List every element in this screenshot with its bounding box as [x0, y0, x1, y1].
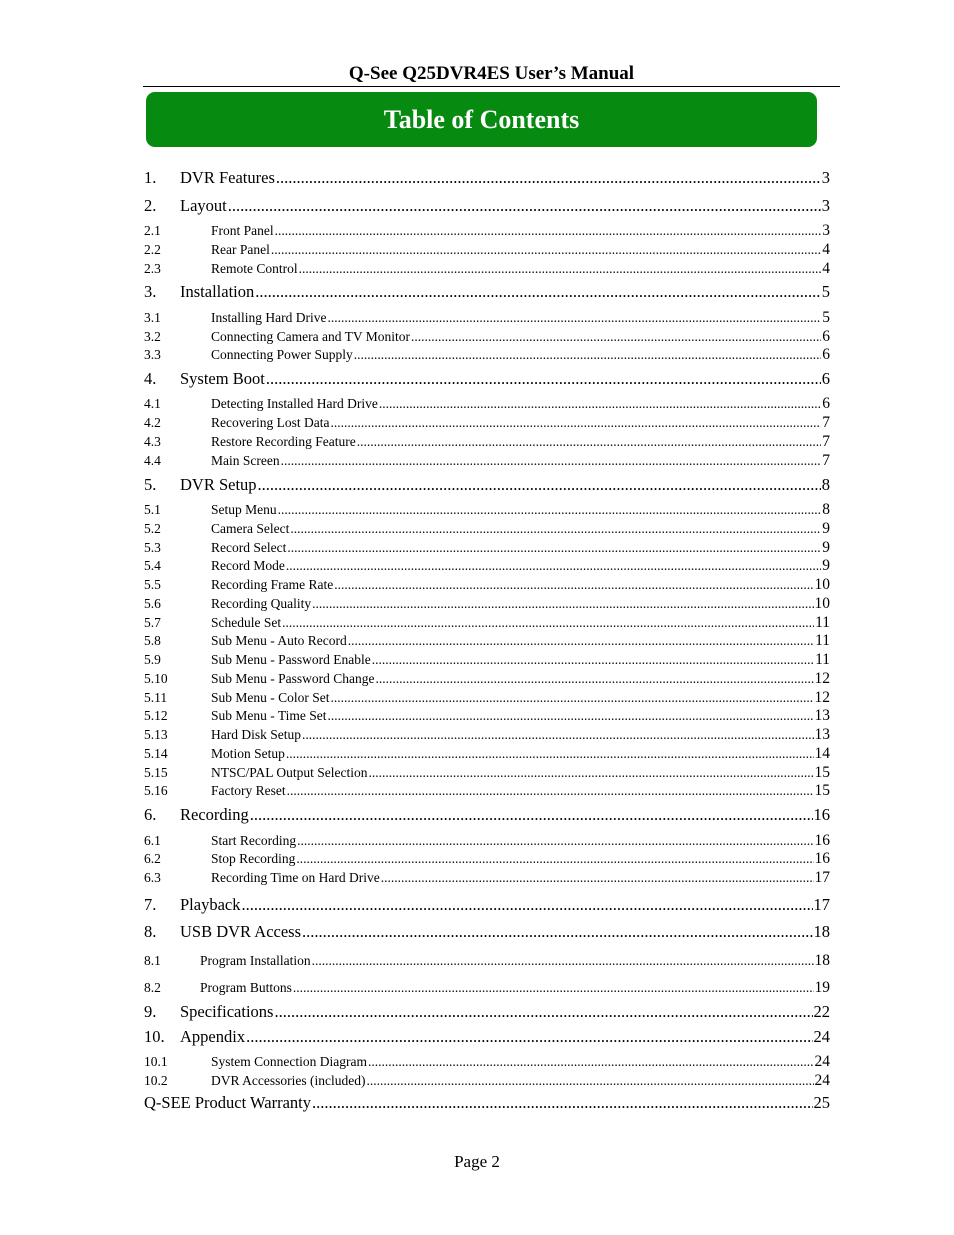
toc-entry[interactable] [144, 869, 830, 887]
toc-entry[interactable] [144, 896, 830, 915]
toc-leader-dots [299, 261, 822, 277]
toc-entry[interactable] [144, 850, 830, 868]
running-header: Q-See Q25DVR4ES User’s Manual [143, 62, 840, 87]
toc-entry-number: 5.9 [144, 652, 161, 667]
toc-entry-number: 4.2 [144, 415, 161, 430]
toc-entry-page: 10 [814, 595, 830, 612]
toc-entry-number: 6.2 [144, 851, 161, 866]
toc-leader-dots [302, 923, 812, 942]
toc-entry-number: 3.2 [144, 329, 161, 344]
toc-entry[interactable] [144, 260, 830, 278]
toc-leader-dots [357, 434, 822, 450]
toc-entry[interactable] [144, 576, 830, 594]
toc-leader-dots [276, 169, 821, 188]
toc-entry[interactable] [144, 764, 830, 782]
toc-entry-page: 14 [814, 745, 830, 762]
toc-entry-title: Main Screen [211, 453, 280, 468]
toc-entry-page: 18 [814, 952, 830, 969]
toc-entry[interactable] [144, 346, 830, 364]
toc-entry-title: Playback [180, 896, 241, 914]
toc-entry-title: Stop Recording [211, 851, 296, 866]
toc-entry-title: Program Buttons [200, 980, 292, 995]
toc-entry-number: 8.2 [144, 980, 161, 995]
toc-entry-title: Record Select [211, 540, 287, 555]
toc-entry-title: Factory Reset [211, 783, 286, 798]
toc-entry-number: 1. [144, 169, 157, 187]
toc-entry-number: 3.1 [144, 310, 161, 325]
toc-entry[interactable] [144, 832, 830, 850]
toc-entry-page: 9 [822, 539, 830, 556]
toc-entry-title: System Boot [180, 370, 265, 388]
toc-entry[interactable] [144, 539, 830, 557]
toc-entry-number: 5.12 [144, 708, 168, 723]
toc-leader-dots [293, 980, 814, 996]
toc-leader-dots [348, 633, 814, 649]
toc-entry[interactable] [144, 309, 830, 327]
toc-entry-number: 5.1 [144, 502, 161, 517]
toc-leader-dots [312, 596, 813, 612]
toc-entry-page: 4 [822, 260, 830, 277]
toc-entry-title: Record Mode [211, 558, 285, 573]
toc-entry-number: 5.15 [144, 765, 168, 780]
toc-entry-page: 16 [813, 806, 830, 824]
toc-leader-dots [258, 476, 821, 495]
toc-leader-dots [372, 652, 814, 668]
toc-entry-number: 10. [144, 1028, 165, 1046]
toc-entry-title: Connecting Power Supply [211, 347, 353, 362]
toc-entry-title: Connecting Camera and TV Monitor [211, 329, 410, 344]
toc-leader-dots [274, 1003, 812, 1022]
toc-entry[interactable] [144, 689, 830, 707]
toc-entry-page: 17 [813, 896, 830, 914]
toc-entry-title: Rear Panel [211, 242, 270, 257]
toc-leader-dots [354, 347, 822, 363]
toc-entry-number: 8. [144, 923, 157, 941]
toc-leader-dots [275, 223, 822, 239]
toc-entry-title: Sub Menu - Password Change [211, 671, 375, 686]
toc-entry-page: 6 [822, 328, 830, 345]
toc-leader-dots [290, 521, 821, 537]
toc-entry-title: Recovering Lost Data [211, 415, 330, 430]
toc-entry-title: Camera Select [211, 521, 290, 536]
toc-entry-page: 11 [815, 632, 830, 649]
toc-entry-title: USB DVR Access [180, 923, 302, 941]
toc-entry[interactable] [144, 670, 830, 688]
toc-entry-page: 5 [821, 283, 830, 301]
toc-entry[interactable] [144, 520, 830, 538]
toc-entry-title: System Connection Diagram [211, 1054, 367, 1069]
toc-entry-page: 15 [814, 764, 830, 781]
toc-entry-number: 5.2 [144, 521, 161, 536]
toc-entry-title: Restore Recording Feature [211, 434, 356, 449]
toc-entry-number: 4.3 [144, 434, 161, 449]
toc-entry[interactable] [144, 241, 830, 259]
toc-entry-page: 24 [814, 1072, 830, 1089]
toc-entry-title: Motion Setup [211, 746, 285, 761]
toc-entry[interactable] [144, 476, 830, 495]
toc-entry[interactable] [144, 169, 830, 188]
toc-entry-page: 25 [813, 1094, 830, 1112]
toc-entry[interactable] [144, 433, 830, 451]
toc-entry[interactable] [144, 1003, 830, 1022]
toc-entry-number: 2.2 [144, 242, 161, 257]
toc-entry-number: 5.10 [144, 671, 168, 686]
toc-entry-page: 9 [822, 557, 830, 574]
toc-entry-title: Q-SEE Product Warranty [144, 1094, 311, 1112]
toc-entry-number: 5.3 [144, 540, 161, 555]
toc-entry[interactable] [144, 632, 830, 650]
toc-entry[interactable] [144, 806, 830, 825]
toc-entry[interactable] [144, 501, 830, 519]
page-footer: Page 2 [454, 1152, 500, 1171]
toc-entry-page: 7 [822, 433, 830, 450]
toc-entry-number: 10.1 [144, 1054, 168, 1069]
toc-banner-title: Table of Contents [383, 104, 580, 134]
toc-entry-page: 12 [814, 670, 830, 687]
toc-entry-page: 16 [814, 832, 830, 849]
toc-entry-page: 6 [821, 370, 830, 388]
toc-leader-dots [255, 283, 821, 302]
toc-entry-number: 5.13 [144, 727, 168, 742]
toc-entry-title: Schedule Set [211, 615, 282, 630]
toc-leader-dots [327, 310, 821, 326]
toc-leader-dots [331, 690, 814, 706]
toc-entry[interactable] [144, 782, 830, 800]
toc-entry[interactable] [144, 745, 830, 763]
toc-entry-page: 6 [822, 346, 830, 363]
toc-entry-number: 4.4 [144, 453, 161, 468]
toc-entry[interactable] [144, 651, 830, 669]
toc-entry-page: 24 [814, 1053, 830, 1070]
toc-entry-number: 2. [144, 197, 157, 215]
toc-entry[interactable] [144, 952, 830, 970]
toc-leader-dots [246, 1028, 812, 1047]
toc-entry-number: 5. [144, 476, 157, 494]
toc-entry-title: DVR Setup [180, 476, 257, 494]
toc-leader-dots [328, 708, 814, 724]
toc-entry-page: 9 [822, 520, 830, 537]
toc-leader-dots [368, 1054, 814, 1070]
toc-entry-page: 16 [814, 850, 830, 867]
toc-entry-title: Sub Menu - Password Enable [211, 652, 371, 667]
toc-entry-title: Setup Menu [211, 502, 277, 517]
toc-entry[interactable] [144, 328, 830, 346]
toc-entry[interactable] [144, 707, 830, 725]
toc-entry-title: Sub Menu - Auto Record [211, 633, 347, 648]
toc-leader-dots [282, 615, 814, 631]
toc-entry-number: 8.1 [144, 953, 161, 968]
toc-entry[interactable] [144, 557, 830, 575]
toc-leader-dots [312, 1094, 813, 1113]
toc-leader-dots [287, 783, 814, 799]
toc-entry-page: 24 [813, 1028, 830, 1046]
toc-entry[interactable] [144, 222, 830, 240]
toc-entry-number: 9. [144, 1003, 157, 1021]
toc-entry-title: Installation [180, 283, 255, 301]
toc-entry-title: Installing Hard Drive [211, 310, 327, 325]
toc-entry-number: 3.3 [144, 347, 161, 362]
toc-leader-dots [330, 415, 821, 431]
toc-entry-title: Recording [180, 806, 249, 824]
toc-entry-title: DVR Accessories (included) [211, 1073, 366, 1088]
toc-entry-title: Recording Quality [211, 596, 312, 611]
toc-entry-title: Detecting Installed Hard Drive [211, 396, 378, 411]
toc-entry-page: 3 [822, 222, 830, 239]
toc-entry-page: 10 [814, 576, 830, 593]
toc-entry[interactable] [144, 595, 830, 613]
toc-leader-dots [366, 1073, 813, 1089]
toc-leader-dots [286, 558, 821, 574]
toc-entry-page: 11 [815, 651, 830, 668]
toc-entry-title: DVR Features [180, 169, 275, 187]
toc-entry-number: 5.8 [144, 633, 161, 648]
toc-leader-dots [266, 370, 821, 389]
toc-entry-number: 4. [144, 370, 157, 388]
toc-entry[interactable] [144, 726, 830, 744]
toc-entry-number: 5.5 [144, 577, 161, 592]
toc-entry-number: 6. [144, 806, 157, 824]
toc-entry-title: Recording Frame Rate [211, 577, 334, 592]
toc-leader-dots [286, 746, 814, 762]
toc-entry-page: 13 [814, 726, 830, 743]
toc-entry-title: Recording Time on Hard Drive [211, 870, 380, 885]
toc-entry-title: Remote Control [211, 261, 298, 276]
toc-leader-dots [369, 765, 814, 781]
toc-entry[interactable] [144, 414, 830, 432]
toc-entry[interactable] [144, 1094, 830, 1113]
toc-entry-page: 11 [815, 614, 830, 631]
toc-entry-title: NTSC/PAL Output Selection [211, 765, 368, 780]
toc-leader-dots [250, 806, 813, 825]
toc-entry[interactable] [144, 197, 830, 216]
toc-entry-page: 12 [814, 689, 830, 706]
toc-entry-title: Sub Menu - Time Set [211, 708, 327, 723]
toc-entry[interactable] [144, 923, 830, 942]
toc-entry-number: 3. [144, 283, 157, 301]
toc-entry[interactable] [144, 1072, 830, 1090]
toc-entry[interactable] [144, 395, 830, 413]
toc-entry-title: Appendix [180, 1028, 246, 1046]
toc-leader-dots [241, 896, 812, 915]
toc-entry-number: 5.14 [144, 746, 168, 761]
toc-entry-page: 7 [822, 414, 830, 431]
toc-entry[interactable] [144, 370, 830, 389]
toc-entry[interactable] [144, 1053, 830, 1071]
toc-entry-page: 5 [822, 309, 830, 326]
toc-leader-dots [411, 329, 821, 345]
toc-entry-page: 4 [822, 241, 830, 258]
toc-entry-number: 2.1 [144, 223, 161, 238]
toc-entry-page: 18 [813, 923, 830, 941]
toc-leader-dots [302, 727, 814, 743]
toc-entry-page: 3 [821, 197, 830, 215]
toc-leader-dots [296, 851, 813, 867]
toc-entry-title: Hard Disk Setup [211, 727, 301, 742]
toc-entry-page: 8 [822, 501, 830, 518]
toc-entry-page: 8 [821, 476, 830, 494]
toc-entry-title: Program Installation [200, 953, 311, 968]
toc-entry[interactable] [144, 283, 830, 302]
toc-leader-dots [381, 870, 814, 886]
toc-entry-title: Layout [180, 197, 227, 215]
toc-entry-number: 10.2 [144, 1073, 168, 1088]
toc-leader-dots [334, 577, 813, 593]
toc-entry-number: 6.1 [144, 833, 161, 848]
toc-entry-page: 15 [814, 782, 830, 799]
toc-entry-number: 5.4 [144, 558, 161, 573]
toc-entry-number: 2.3 [144, 261, 161, 276]
toc-entry-title: Sub Menu - Color Set [211, 690, 330, 705]
toc-entry-number: 6.3 [144, 870, 161, 885]
toc-entry-number: 5.16 [144, 783, 168, 798]
toc-entry-number: 4.1 [144, 396, 161, 411]
toc-entry-page: 3 [821, 169, 830, 187]
toc-entry-page: 7 [822, 452, 830, 469]
toc-leader-dots [376, 671, 814, 687]
toc-entry-number: 5.11 [144, 690, 168, 705]
toc-leader-dots [312, 953, 814, 969]
toc-entry-page: 13 [814, 707, 830, 724]
toc-entry[interactable] [144, 614, 830, 632]
toc-leader-dots [271, 242, 821, 258]
toc-entry-page: 17 [814, 869, 830, 886]
toc-entry-title: Specifications [180, 1003, 274, 1021]
toc-entry-number: 7. [144, 896, 157, 914]
toc-entry-title: Start Recording [211, 833, 297, 848]
toc-entry[interactable] [144, 979, 830, 997]
toc-entry-page: 19 [814, 979, 830, 996]
toc-leader-dots [278, 502, 822, 518]
toc-entry-title: Front Panel [211, 223, 274, 238]
toc-entry[interactable] [144, 1028, 830, 1047]
toc-leader-dots [297, 833, 813, 849]
toc-leader-dots [287, 540, 821, 556]
toc-entry[interactable] [144, 452, 830, 470]
toc-entry-number: 5.6 [144, 596, 161, 611]
toc-entry-page: 22 [813, 1003, 830, 1021]
toc-leader-dots [379, 396, 821, 412]
toc-leader-dots [281, 453, 822, 469]
toc-entry-page: 6 [822, 395, 830, 412]
toc-leader-dots [228, 197, 821, 216]
toc-entry-number: 5.7 [144, 615, 161, 630]
